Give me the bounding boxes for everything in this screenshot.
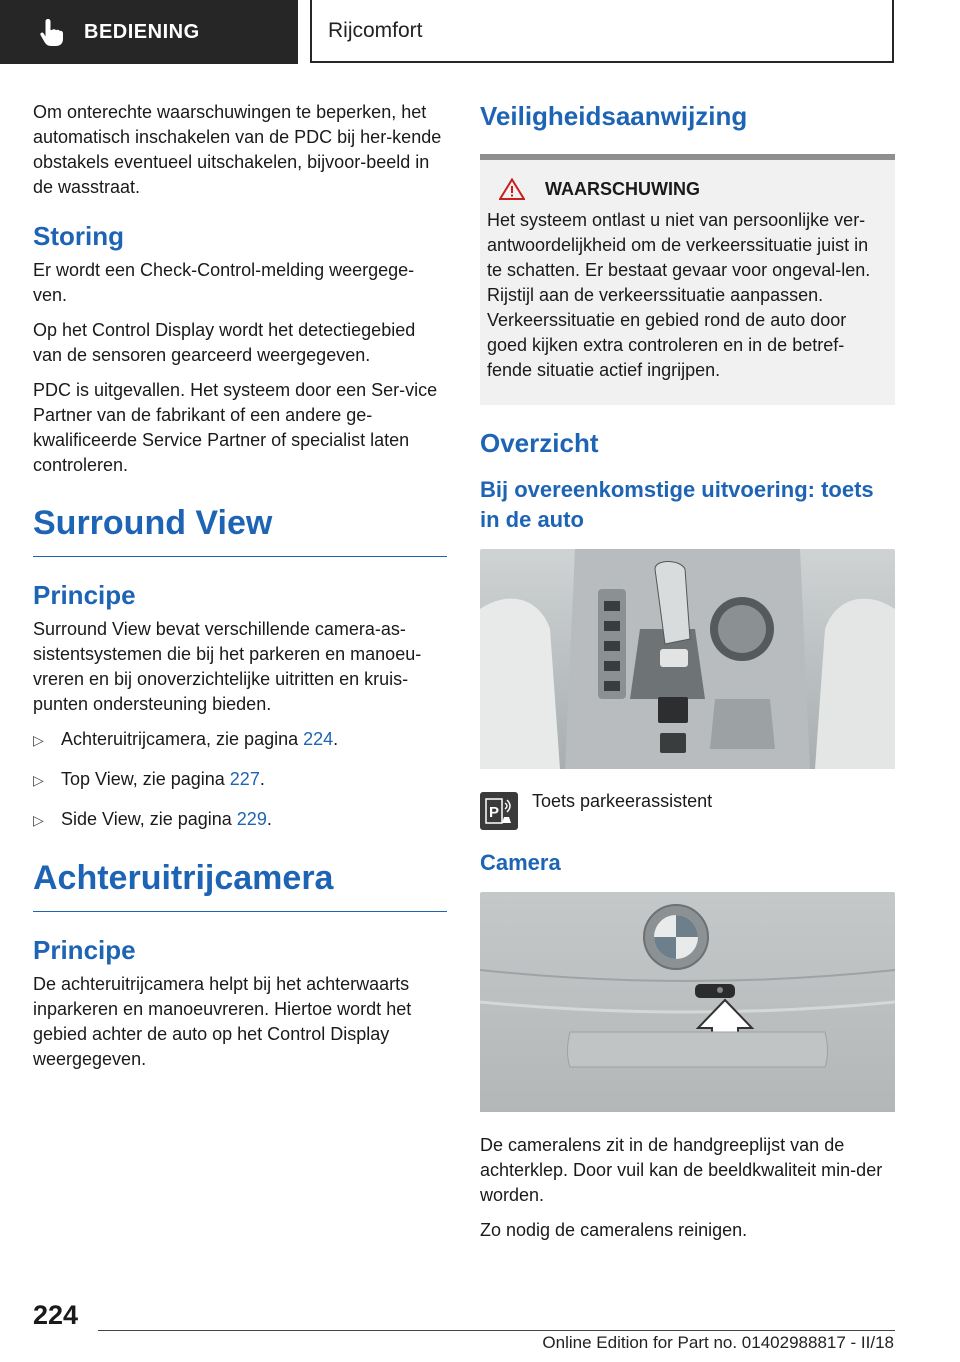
veiligheid-heading: Veiligheidsaanwijzing — [480, 101, 748, 131]
footer-divider — [98, 1330, 895, 1331]
page-link[interactable]: 227 — [229, 769, 260, 789]
achteruitrijcamera-heading: Achteruitrijcamera — [33, 857, 447, 912]
park-assist-icon — [480, 792, 518, 830]
right-column — [480, 100, 895, 1253]
list-item: ▷ Top View, zie pagina 227. — [33, 767, 447, 793]
overzicht-heading: Overzicht — [480, 428, 599, 458]
camera-heading: Camera — [480, 850, 561, 875]
warning-triangle-icon — [499, 178, 525, 200]
svg-text:P: P — [489, 804, 500, 821]
principe-paragraph-1: Surround View bevat verschillende camera-as-sistentsystemen die bij het parkeren en manoeu-vreren en bij onoverzichtelijke uitritten en kruis-punten ondersteuning bieden. — [33, 619, 422, 714]
center-console-image — [480, 549, 895, 774]
hand-pointer-icon — [34, 14, 70, 50]
camera-image — [480, 892, 895, 1117]
storing-paragraph-3: PDC is uitgevallen. Het systeem door een Ser-vice Partner van de fabrikant of een andere ge-kwalificeerde Service Partner of specialist laten controleren. — [33, 380, 438, 475]
triangle-bullet-icon: ▷ — [33, 732, 44, 748]
uitvoering-heading: Bij overeenkomstige uitvoering: toets in de auto — [480, 477, 874, 532]
warning-header — [487, 178, 887, 200]
principe-heading-1: Principe — [33, 580, 136, 610]
camera-paragraph-1: De cameralens zit in de handgreeplijst van de achterklep. Door vuil kan de beeldkwaliteit min-der worden. — [480, 1135, 883, 1205]
chapter-tab — [310, 0, 894, 63]
toets-caption: Toets parkeerassistent — [532, 791, 713, 811]
edition-text: Online Edition for Part no. 01402988817 - II/18 — [542, 1333, 894, 1352]
page-link[interactable]: 229 — [236, 809, 267, 829]
section-title: BEDIENING — [84, 20, 200, 43]
triangle-bullet-icon: ▷ — [33, 772, 44, 788]
warning-text: Het systeem ontlast u niet van persoonlijke ver-antwoordelijkheid om de verkeerssituatie juist in te schatten. Er bestaat gevaar voor ongeval-len. Rijstijl aan de verkeerssituatie aanpassen. Verkeerssituatie en gebied rond de auto door goed kijken extra controleren en in de betref-fende situatie actief ingrijpen. — [487, 210, 871, 380]
left-column — [33, 100, 447, 1082]
page-number: 224 — [33, 1300, 79, 1330]
section-tab — [0, 0, 298, 64]
chapter-title: Rijcomfort — [328, 18, 423, 42]
reference-list — [33, 727, 447, 833]
triangle-bullet-icon: ▷ — [33, 812, 44, 828]
caption-row — [480, 792, 895, 830]
page-link[interactable]: 224 — [303, 729, 334, 749]
storing-heading: Storing — [33, 221, 124, 251]
intro-paragraph: Om onterechte waarschuwingen te beperken, het automatisch inschakelen van de PDC bij her-kende obstakels eventueel uitschakelen, bijvoor-beeld in de wasstraat. — [33, 102, 442, 197]
principe-paragraph-2: De achteruitrijcamera helpt bij het achterwaarts inparkeren en manoeuvreren. Hiertoe wordt het gebied achter de auto op het Control Display weergegeven. — [33, 974, 412, 1069]
warning-box — [480, 154, 895, 405]
warning-label: WAARSCHUWING — [545, 178, 700, 199]
storing-paragraph-1: Er wordt een Check-Control-melding weergege-ven. — [33, 260, 415, 305]
list-item: ▷ Side View, zie pagina 229. — [33, 807, 447, 833]
camera-paragraph-2: Zo nodig de cameralens reinigen. — [480, 1220, 748, 1240]
surround-view-heading: Surround View — [33, 502, 447, 557]
storing-paragraph-2: Op het Control Display wordt het detectiegebied van de sensoren gearceerd weergegeven. — [33, 320, 416, 365]
list-item: ▷ Achteruitrijcamera, zie pagina 224. — [33, 727, 447, 753]
principe-heading-2: Principe — [33, 935, 136, 965]
